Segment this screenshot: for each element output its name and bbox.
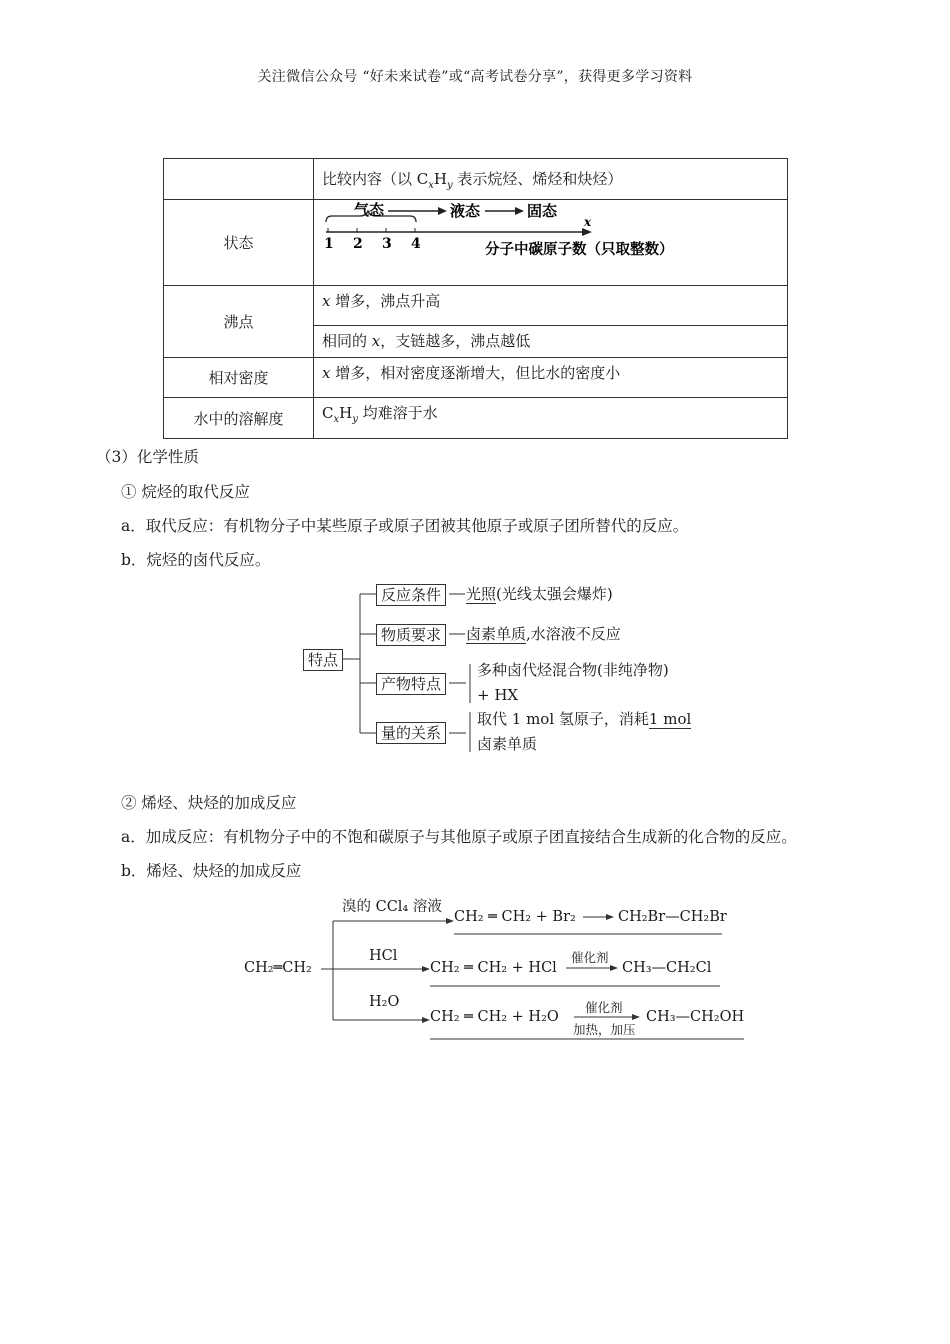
tick-label: 2 [353, 236, 363, 252]
axis-caption: 分子中碳原子数（只取整数） [485, 242, 674, 258]
product-line2: + HX [477, 686, 519, 704]
density-desc: 增多，相对密度逐渐增大，但比水的密度小 [330, 364, 621, 382]
solid-label: 固态 [527, 202, 558, 220]
bromine-eq-left: CH₂ ═ CH₂ + Br₂ [454, 909, 576, 925]
sol-y: y [352, 414, 358, 425]
item1b-heading: b．烷烃的卤代反应。 [121, 551, 271, 569]
tick-label: 1 [324, 236, 334, 252]
condition-label: 反应条件 [376, 584, 446, 606]
product-label: 产物特点 [376, 673, 446, 695]
sol-c: C [322, 404, 334, 422]
boiling-suffix-2: ，支链越多，沸点越低 [380, 332, 531, 350]
quantity-label: 量的关系 [376, 722, 446, 744]
tick-label: 4 [411, 236, 421, 252]
section3-title: （3）化学性质 [96, 448, 199, 466]
header-suffix: 表示烷烃、烯烃和炔烃） [452, 169, 623, 188]
axis-var: x [584, 215, 592, 229]
quantity-mol: 1 mol [648, 710, 692, 728]
quantity-prefix: 取代 1 mol 氢原子，消耗 [477, 710, 649, 728]
hcl-eq-right: CH₃—CH₂Cl [622, 960, 712, 976]
gas-label: 气态 [354, 202, 385, 219]
solubility-label: 水中的溶解度 [164, 398, 314, 439]
condition-light: 光照 [466, 585, 497, 603]
requirement-label: 物质要求 [376, 624, 446, 646]
item1a-definition: a．取代反应：有机物分子中某些原子或原子团被其他原子或原子团所替代的反应。 [121, 517, 689, 535]
boiling-var-1: x [322, 292, 331, 310]
water-conditions: 加热，加压 [573, 1022, 636, 1037]
header-x: x [428, 179, 434, 191]
header-prefix: 比较内容（以 C [322, 169, 429, 188]
water-catalyst: 催化剂 [585, 1000, 623, 1015]
hcl-catalyst: 催化剂 [571, 950, 609, 965]
tick-label: 3 [382, 236, 392, 252]
condition-note: (光线太强会爆炸) [496, 585, 613, 603]
header-mid: H [433, 169, 447, 188]
header-y: y [446, 179, 453, 191]
requirement-halogen: 卤素单质 [466, 625, 527, 643]
density-label: 相对密度 [164, 358, 314, 398]
product-line1: 多种卤代烃混合物(非纯净物) [477, 661, 669, 679]
bromine-reagent: 溴的 CCl₄ 溶液 [342, 899, 442, 915]
quantity-line2: 卤素单质 [477, 735, 538, 753]
water-eq-right: CH₃—CH₂OH [646, 1009, 745, 1025]
hcl-reagent: HCl [369, 948, 398, 964]
page-header: 关注微信公众号 “好未来试卷”或“高考试卷分享”，获得更多学习资料 [257, 69, 693, 85]
item1-heading: ① 烷烃的取代反应 [121, 483, 250, 501]
hcl-eq-left: CH₂ ═ CH₂ + HCl [430, 960, 557, 976]
item2a-definition: a．加成反应：有机物分子中的不饱和碳原子与其他原子或原子团直接结合生成新的化合物的反应。 [121, 828, 797, 846]
sol-h: H [339, 404, 353, 422]
features-root: 特点 [303, 649, 343, 671]
ethylene-start: CH₂═CH₂ [244, 960, 312, 976]
bromine-eq-right: CH₂Br—CH₂Br [618, 909, 727, 925]
sol-x: x [333, 414, 340, 425]
state-label: 状态 [164, 200, 314, 286]
water-reagent: H₂O [369, 994, 400, 1010]
water-eq-left: CH₂ ═ CH₂ + H₂O [430, 1009, 559, 1025]
boiling-label: 沸点 [164, 286, 314, 358]
item2-heading: ② 烯烃、炔烃的加成反应 [121, 794, 297, 812]
boiling-prefix-2: 相同的 [322, 332, 372, 350]
requirement-note: ,水溶液不反应 [526, 625, 621, 643]
liquid-label: 液态 [450, 202, 481, 220]
boiling-text-1: 增多，沸点升高 [330, 292, 441, 310]
density-var: x [322, 364, 331, 382]
sol-desc: 均难溶于水 [357, 404, 438, 422]
item2b-heading: b．烯烃、炔烃的加成反应 [121, 862, 302, 880]
boiling-var-2: x [371, 332, 381, 350]
